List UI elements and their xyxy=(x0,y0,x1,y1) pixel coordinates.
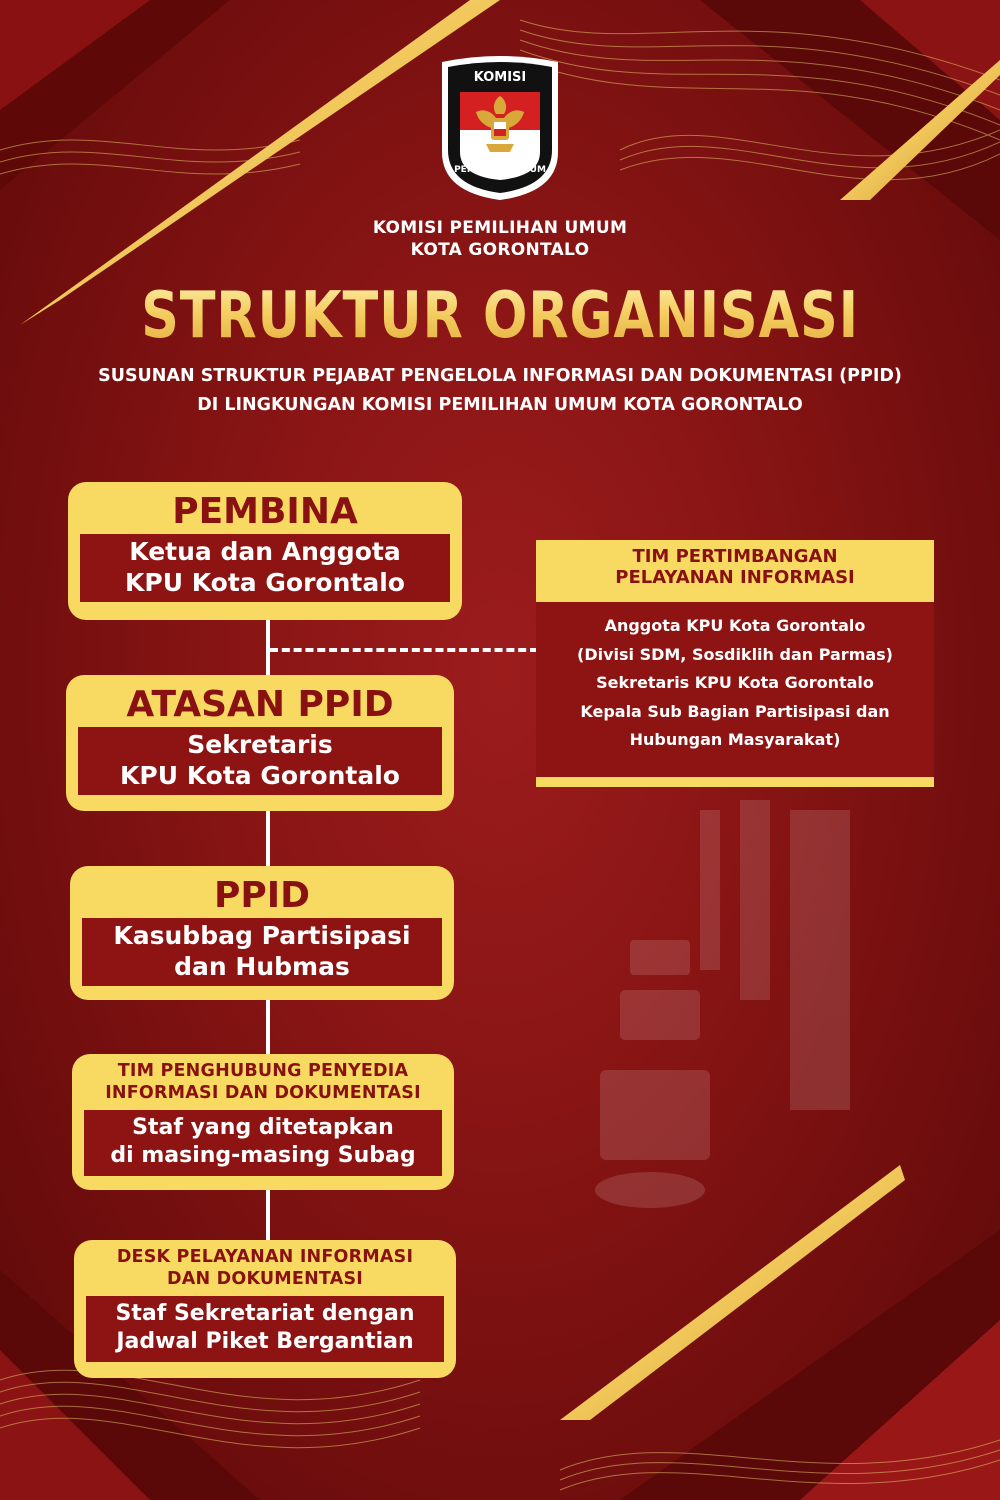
side-panel-title2: PELAYANAN INFORMASI xyxy=(615,567,855,588)
node-pembina-line1: Ketua dan Anggota xyxy=(129,537,401,566)
node-ppid-body xyxy=(82,918,442,986)
side-panel-line: Hubungan Masyarakat) xyxy=(629,730,841,749)
side-panel-title1: TIM PERTIMBANGAN xyxy=(632,546,838,567)
kpu-logo xyxy=(436,52,564,202)
logo-top-text: KOMISI xyxy=(473,70,527,85)
connector-line xyxy=(266,1186,270,1246)
node-pembina-body xyxy=(80,534,450,602)
node-atasan-title: ATASAN PPID xyxy=(126,684,394,725)
node-desk-title1: DESK PELAYANAN INFORMASI xyxy=(116,1247,414,1267)
logo-bottom-text: PEMILIHAN UMUM xyxy=(454,165,546,175)
dashed-connector xyxy=(270,648,538,652)
node-pembina-line2: KPU Kota Gorontalo xyxy=(125,568,405,597)
node-desk-line1: Staf Sekretariat dengan xyxy=(115,1301,415,1326)
side-panel-line: (Divisi SDM, Sosdiklih dan Parmas) xyxy=(577,644,893,664)
side-panel-header xyxy=(536,540,934,602)
page-title: STRUKTUR ORGANISASI xyxy=(90,276,910,356)
node-tim-penghubung-line2: di masing-masing Subag xyxy=(110,1143,416,1168)
node-atasan-ppid xyxy=(66,675,454,811)
side-panel-line: Kepala Sub Bagian Partisipasi dan xyxy=(580,701,890,721)
side-panel-line: Anggota KPU Kota Gorontalo xyxy=(604,616,866,635)
node-tim-penghubung xyxy=(72,1054,454,1190)
node-desk-body xyxy=(86,1296,444,1362)
node-ppid-line2: dan Hubmas xyxy=(174,952,350,981)
node-ppid-title: PPID xyxy=(213,875,311,916)
connector-line xyxy=(266,998,270,1062)
org-name-line1: KOMISI PEMILIHAN UMUM xyxy=(372,218,628,238)
node-tim-penghubung-title2: INFORMASI DAN DOKUMENTASI xyxy=(105,1083,421,1103)
node-ppid-line1: Kasubbag Partisipasi xyxy=(113,921,411,950)
node-atasan-line2: KPU Kota Gorontalo xyxy=(120,761,400,790)
side-panel-line: Sekretaris KPU Kota Gorontalo xyxy=(596,673,874,692)
org-name-line2: KOTA GORONTALO xyxy=(410,240,590,260)
node-atasan-body xyxy=(78,727,442,795)
node-desk-title2: DAN DOKUMENTASI xyxy=(167,1269,363,1289)
node-desk-line2: Jadwal Piket Bergantian xyxy=(116,1329,414,1354)
node-tim-penghubung-title1: TIM PENGHUBUNG PENYEDIA xyxy=(117,1061,409,1081)
node-desk-pelayanan xyxy=(74,1240,456,1378)
node-pembina xyxy=(68,482,462,620)
node-tim-penghubung-line1: Staf yang ditetapkan xyxy=(132,1115,394,1140)
node-atasan-line1: Sekretaris xyxy=(187,730,333,759)
node-ppid xyxy=(70,866,454,1000)
node-tim-penghubung-body xyxy=(84,1110,442,1176)
node-pembina-title: PEMBINA xyxy=(172,491,358,532)
connector-line xyxy=(266,808,270,872)
subtitle-line2: DI LINGKUNGAN KOMISI PEMILIHAN UMUM KOTA GORONTALO xyxy=(197,395,803,415)
side-panel-body xyxy=(536,602,934,787)
subtitle-line1: SUSUNAN STRUKTUR PEJABAT PENGELOLA INFORMASI DAN DOKUMENTASI (PPID) xyxy=(98,366,902,386)
